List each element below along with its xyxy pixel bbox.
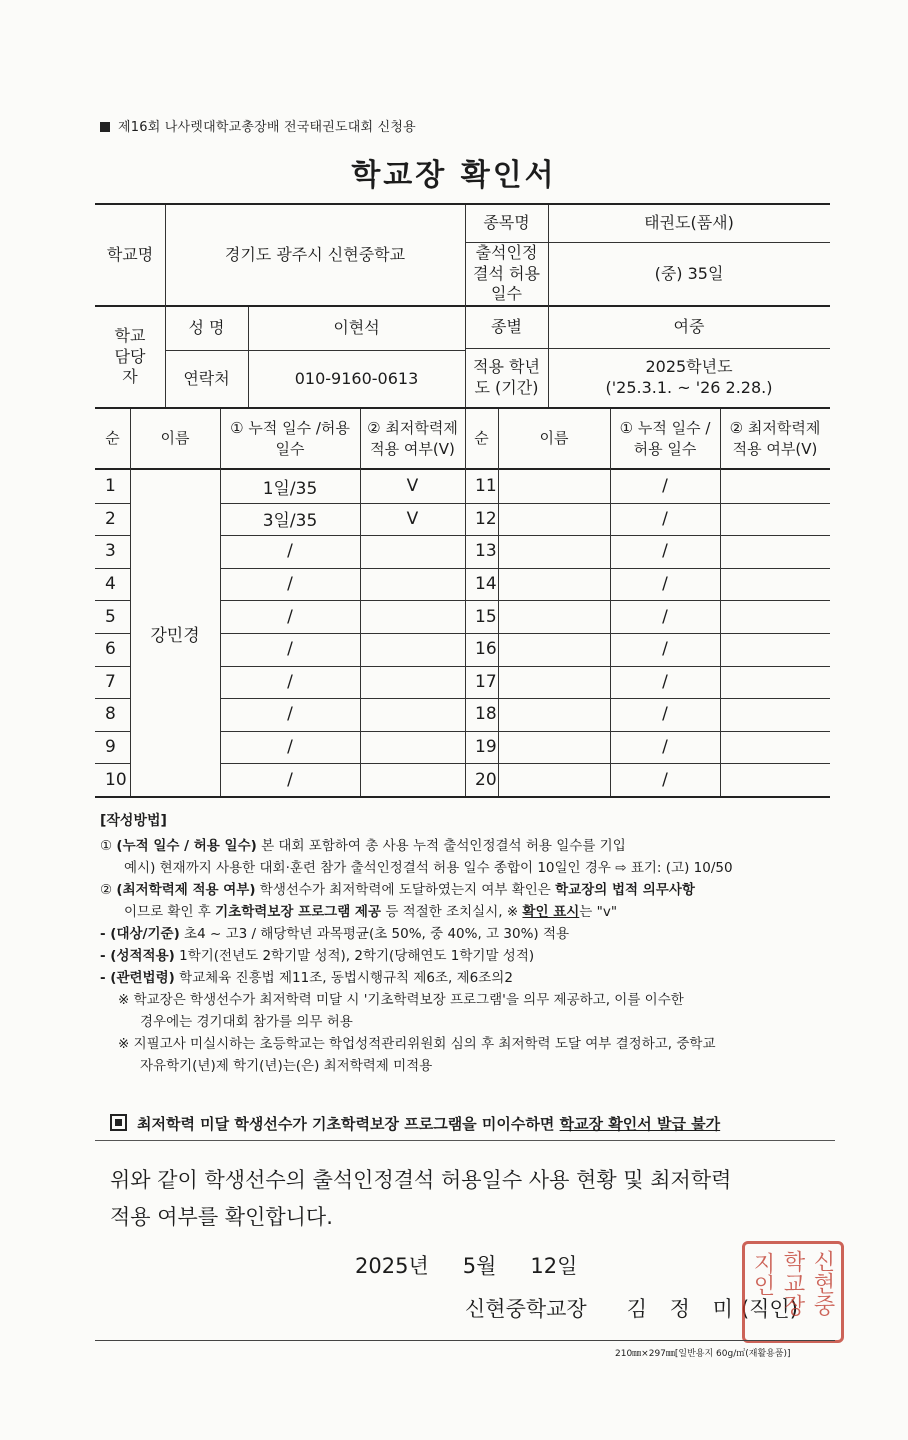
method-text: 본 대회 포함하여 총 사용 누적 출석인정결석 허용 일수를 기입	[256, 838, 626, 854]
row-number: 10	[105, 769, 127, 790]
notice	[110, 1113, 720, 1134]
row-min-check	[360, 731, 465, 764]
row-number: 19	[475, 737, 497, 758]
row-number: 9	[105, 737, 116, 758]
category-value: 여중	[673, 317, 705, 337]
row-days: /	[662, 639, 668, 660]
row-days: /	[287, 704, 293, 725]
row-days: /	[662, 606, 668, 627]
square-bullet-icon	[100, 122, 110, 132]
row-min-check	[360, 666, 465, 699]
row-days: /	[287, 671, 293, 692]
row-days: /	[287, 606, 293, 627]
name-value: 이현석	[333, 318, 380, 338]
header-min: ② 최저학력제 적용 여부(V)	[367, 419, 458, 458]
method-bold: 학교장의 법적 의무사항	[555, 882, 695, 898]
method-note-1: ※ 학교장은 학생선수가 최저학력 미달 시 '기초학력보장 프로그램'을 의무 제공하고, 이를 이수한	[118, 992, 684, 1008]
row-number: 13	[475, 541, 497, 562]
contact-value: 010-9160-0613	[294, 368, 419, 388]
footer-rule	[95, 1340, 835, 1341]
method-note-2-cont: 자유학기(년)제 학기(년)는(은) 최저학력제 미적용	[140, 1058, 433, 1074]
row-days: /	[662, 508, 668, 529]
official-seal-stamp	[742, 1241, 844, 1343]
row-number: 1	[105, 476, 116, 497]
row-number: 5	[105, 606, 116, 627]
seal-glyph: 신현중	[810, 1250, 835, 1316]
year-value: 2025학년도	[645, 357, 733, 377]
row-min-check: V	[406, 508, 419, 529]
absence-value: (중) 35일	[654, 263, 724, 283]
confirm-line-2: 적용 여부를 확인합니다.	[110, 1205, 333, 1229]
method-example: 예시) 현재까지 사용한 대회·훈련 참가 출석인정결석 허용 일수 종합이 10일인 경우 ⇨ 표기: (고) 10/50	[124, 860, 733, 876]
row-number: 8	[105, 704, 116, 725]
issue-date	[355, 1250, 611, 1280]
seal-glyph: 지인	[750, 1252, 775, 1296]
header-note-text: 제16회 나사렛대학교총장배 전국태권도대회 신청용	[118, 120, 416, 135]
absence-label: 출석인정결석 허용 일수	[473, 242, 540, 304]
method-bold-underlined: 확인 표시	[522, 904, 580, 920]
date-year: 2025년	[355, 1254, 429, 1278]
row-days: 3일/35	[262, 511, 318, 532]
row-min-check	[360, 600, 465, 633]
row-days: /	[662, 541, 668, 562]
method-bold: 기초학력보장 프로그램 제공	[215, 904, 382, 920]
header-days: ① 누적 일수 /허용 일수	[230, 419, 350, 458]
row-number: 17	[475, 671, 497, 692]
row-number: 15	[475, 606, 497, 627]
bullet-text: 1학기(전년도 2학기말 성적), 2학기(당해연도 1학기말 성적)	[174, 948, 535, 964]
row-days: 1일/35	[262, 478, 318, 499]
row-number: 6	[105, 639, 116, 660]
bullet-text: 초4 ~ 고3 / 해당학년 과목평균(초 50%, 중 40%, 고 30%) 적용	[179, 926, 570, 942]
footer-note: 210㎜×297㎜[일반용지 60g/㎡(재활용품)]	[615, 1349, 791, 1359]
row-min-check	[360, 633, 465, 666]
row-number: 7	[105, 671, 116, 692]
row-number: 11	[475, 476, 497, 497]
header-no: 순	[105, 429, 120, 448]
method-number: ①	[100, 838, 113, 854]
row-number: 4	[105, 574, 116, 595]
method-note-2: ※ 지필고사 미실시하는 초등학교는 학업성적관리위원회 심의 후 최저학력 도달 여부 결정하고, 중학교	[118, 1036, 716, 1052]
row-number: 12	[475, 508, 497, 529]
method-title: [작성방법]	[100, 813, 167, 829]
manager-label: 학교 담당자	[114, 325, 146, 387]
method-bold: (최저학력제 적용 여부)	[116, 882, 256, 898]
method-item-2	[100, 879, 835, 901]
row-number: 16	[475, 639, 497, 660]
row-days: /	[287, 574, 293, 595]
method-bullet-2	[100, 945, 835, 967]
row-min-check	[360, 698, 465, 731]
header-min-right: ② 최저학력제 적용 여부(V)	[729, 419, 821, 458]
row-number: 20	[475, 769, 497, 790]
method-bullet-3	[100, 967, 835, 989]
student-table-bottom-rule	[95, 796, 830, 798]
row-days: /	[662, 671, 668, 692]
event-label: 종목명	[483, 213, 530, 233]
year-period: ('25.3.1. ~ '26 2.28.)	[605, 378, 773, 397]
name-label: 성 명	[188, 318, 225, 338]
method-number: ②	[100, 882, 113, 898]
confirm-line-1: 위와 같이 학생선수의 출석인정결석 허용일수 사용 현황 및 최저학력	[110, 1168, 732, 1192]
row-min-check	[360, 568, 465, 601]
row-min-check: V	[406, 476, 419, 497]
seal-mark: (직인)	[740, 1297, 798, 1321]
signer-name: 김 정 미	[626, 1297, 741, 1321]
confirmation-text	[110, 1162, 830, 1236]
date-month: 5월	[462, 1254, 497, 1278]
row-number: 18	[475, 704, 497, 725]
row-days: /	[662, 704, 668, 725]
method-section	[100, 810, 835, 1077]
bullet-text: 학교체육 진흥법 제11조, 동법시행규칙 제6조, 제6조의2	[174, 970, 513, 986]
row-min-check	[360, 535, 465, 568]
page-title: 학교장 확인서	[351, 158, 557, 193]
method-bullet-1	[100, 923, 835, 945]
row-min-check	[360, 763, 465, 796]
method-item-2-cont	[100, 901, 835, 923]
seal-glyph: 학교장	[780, 1250, 805, 1316]
contact-label: 연락처	[183, 368, 230, 388]
header-days-right: ① 누적 일수 / 허용 일수	[619, 419, 711, 458]
row-number: 14	[475, 574, 497, 595]
bullet-label: - (관련법령)	[100, 970, 175, 986]
header-note	[100, 116, 416, 135]
signer-title: 신현중학교장	[465, 1297, 587, 1321]
row-number: 3	[105, 541, 116, 562]
bullet-label: - (대상/기준)	[100, 926, 180, 942]
notice-divider	[95, 1140, 835, 1141]
method-bold: (누적 일수 / 허용 일수)	[116, 838, 257, 854]
row-days: /	[287, 769, 293, 790]
method-text: 학생선수가 최저학력에 도달하였는지 여부 확인은	[255, 882, 556, 898]
method-item-1	[100, 835, 835, 857]
row-days: /	[662, 574, 668, 595]
row-days: /	[287, 737, 293, 758]
method-text: 등 적절한 조치실시, ※	[381, 904, 523, 920]
row-days: /	[287, 541, 293, 562]
checkbox-icon	[110, 1114, 127, 1131]
school-value: 경기도 광주시 신현중학교	[224, 244, 406, 264]
method-note-1-cont: 경우에는 경기대회 참가를 의무 허용	[140, 1014, 353, 1030]
header-name-right: 이름	[539, 429, 569, 448]
bullet-label: - (성적적용)	[100, 948, 175, 964]
row-days: /	[662, 737, 668, 758]
method-text: 는 "v"	[579, 904, 618, 920]
student-name: 강민경	[150, 625, 200, 646]
row-days: /	[287, 639, 293, 660]
category-label: 종별	[491, 317, 522, 337]
year-value-cell	[548, 349, 830, 407]
header-no-right: 순	[474, 429, 489, 448]
row-days: /	[662, 769, 668, 790]
row-days: /	[662, 476, 668, 497]
notice-underlined: 학교장 확인서 발급 불가	[559, 1115, 721, 1133]
school-label: 학교명	[106, 244, 154, 264]
year-label: 적용 학년도 (기간)	[473, 357, 540, 397]
notice-text: 최저학력 미달 학생선수가 기초학력보장 프로그램을 미이수하면	[137, 1115, 560, 1133]
method-text: 이므로 확인 후	[124, 904, 216, 920]
row-number: 2	[105, 508, 116, 529]
header-name: 이름	[160, 429, 190, 448]
event-value: 태권도(품새)	[644, 213, 734, 233]
date-day: 12일	[530, 1254, 578, 1278]
